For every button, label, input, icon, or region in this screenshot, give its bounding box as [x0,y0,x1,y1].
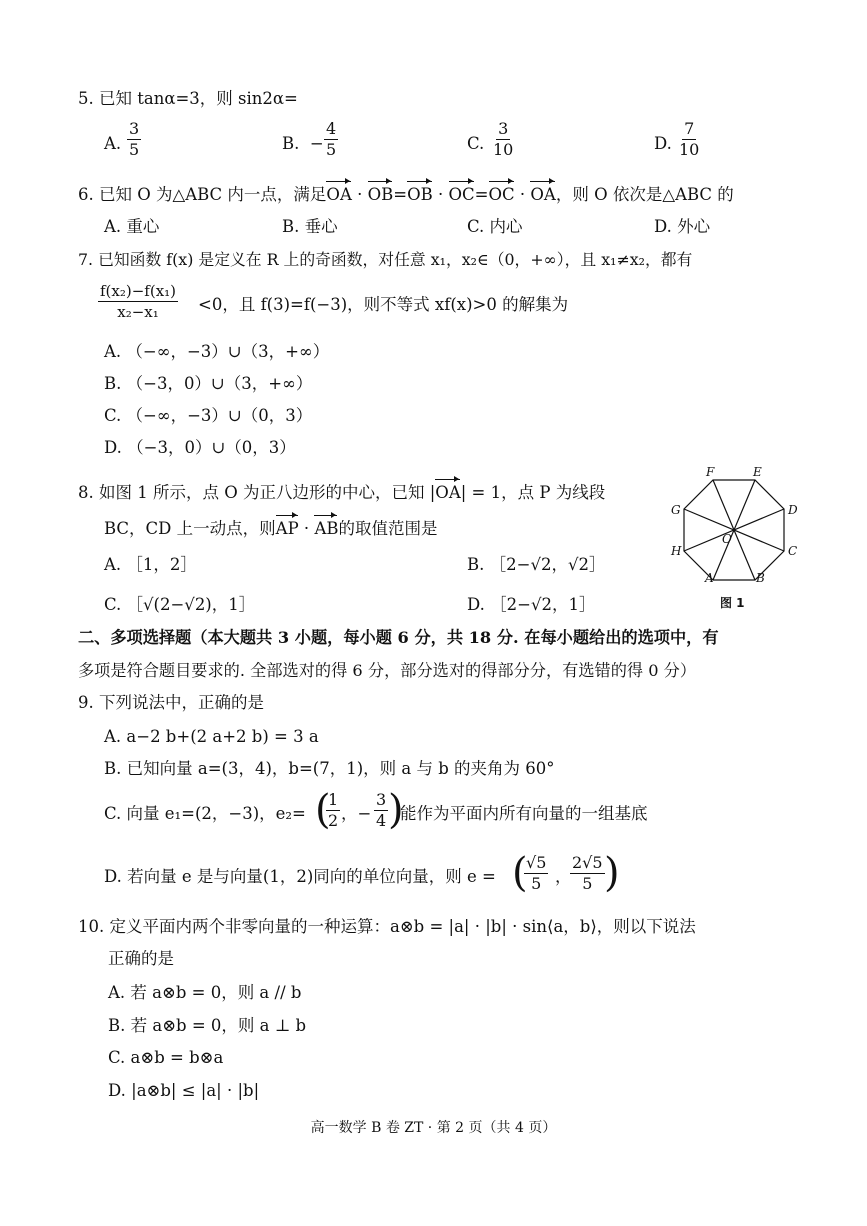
label-f: F [706,465,715,479]
q6-stem: 6. 已知 O 为△ABC 内一点，满足OA · OB=OB · OC=OC · OA，则 O 依次是△ABC 的 [78,185,734,204]
q9-stem: 9. 下列说法中，正确的是 [78,693,264,712]
q6-option-b: B. 垂心 [282,217,338,236]
q9-option-c-tail: 能作为平面内所有向量的一组基底 [400,804,648,823]
q6-option-d: D. 外心 [654,217,711,236]
label-a: A [705,571,714,585]
q8-option-c: C. ［√(2−√2)，1］ [104,595,256,614]
q7-option-a: A. （−∞，−3）∪（3，+∞） [104,342,330,361]
q9-c-close-paren: ) [388,787,404,833]
q10-option-b: B. 若 a⊗b = 0，则 a ⊥ b [108,1016,307,1035]
label-h: H [671,544,682,558]
q6-option-c: C. 内心 [467,217,523,236]
q9-c-fraction-2: $\frac{3}{4}$ [376,790,387,830]
section2-heading-line2: 多项是符合题目要求的. 全部选对的得 6 分，部分选对的得部分分，有选错的得 0 分） [78,661,697,680]
q5-stem: 5. 已知 tanα=3，则 sin2α= [78,89,298,108]
page-footer: 高一数学 B 卷 ZT · 第 2 页（共 4 页） [310,1120,557,1136]
q10-option-a: A. 若 a⊗b = 0，则 a // b [108,983,302,1002]
label-d: D [788,503,798,517]
q9-d-fraction-2: $\frac{2√5}{5}$ [572,853,603,893]
q5-option-c-fraction: $\frac{3}{10}$ [493,119,514,159]
label-g: G [671,503,681,517]
q9-d-open-paren: ( [512,850,528,896]
octagon-figure [668,462,808,612]
q9-d-comma: ， [555,867,572,886]
q7-stem-line2: <0，且 f(3)=f(−3)，则不等式 xf(x)>0 的解集为 [198,295,569,314]
q9-c-comma: ，− [341,804,372,823]
q9-d-fraction-1: $\frac{√5}{5}$ [526,853,547,893]
q9-option-a: A. a−2 b+(2 a+2 b) = 3 a [104,727,319,746]
q7-option-d: D. （−3，0）∪（0，3） [104,438,296,457]
q5-option-d-label: D. [654,134,672,153]
q5-option-b-fraction: $\frac{4}{5}$ [326,119,337,159]
q7-option-b: B. （−3，0）∪（3，+∞） [104,374,313,393]
q6-option-a: A. 重心 [104,217,160,236]
q5-option-c-label: C. [467,134,485,153]
q8-option-a: A. ［1，2］ [104,555,197,574]
q7-stem-line1: 7. 已知函数 f(x) 是定义在 R 上的奇函数，对任意 x₁，x₂∈（0，+∞），且 x₁≠x₂，都有 [78,250,693,269]
q10-option-d: D. |a⊗b| ≤ |a| · |b| [108,1081,260,1100]
figure-caption: 图 1 [720,596,745,610]
label-c: C [788,544,798,558]
q5-option-a-label: A. [104,134,122,153]
q9-c-fraction-1: $\frac{1}{2}$ [328,790,339,830]
q5-option-b-label: B. − [282,134,324,153]
q5-option-d-fraction: $\frac{7}{10}$ [679,119,700,159]
label-b: B [756,571,765,585]
label-e: E [753,465,762,479]
q5-option-a-fraction: $\frac{3}{5}$ [129,119,140,159]
q9-option-c: C. 向量 e₁=(2，−3)，e₂= [104,804,306,823]
q10-option-c: C. a⊗b = b⊗a [108,1048,224,1067]
q9-d-close-paren: ) [604,850,620,896]
q8-stem-line2: BC，CD 上一动点，则AP · AB的取值范围是 [104,519,438,538]
q8-option-b: B. ［2−√2，√2］ [467,555,606,574]
q9-option-c-vector: ( [315,787,331,833]
q7-fraction: $\frac{\text{f(x₂)−f(x₁)}}{\text{x₂−x₁}}$ [100,282,177,321]
q7-option-c: C. （−∞，−3）∪（0，3） [104,406,313,425]
q8-stem-line1: 8. 如图 1 所示，点 O 为正八边形的中心，已知 |OA| = 1，点 P 为线段 [78,483,606,502]
label-o: O [722,532,732,546]
q10-stem-line1: 10. 定义平面内两个非零向量的一种运算：a⊗b = |a| · |b| · sin⟨a，b⟩，则以下说法 [78,917,696,936]
section2-heading-line1: 二、多项选择题（本大题共 3 小题，每小题 6 分，共 18 分. 在每小题给出的选项中，有 [78,628,719,647]
q9-option-d: D. 若向量 e 是与向量(1，2)同向的单位向量，则 e = [104,867,496,886]
q8-option-d: D. ［2−√2，1］ [467,595,596,614]
q10-stem-line2: 正确的是 [108,949,174,968]
q9-option-b: B. 已知向量 a=(3，4)，b=(7，1)，则 a 与 b 的夹角为 60° [104,759,555,778]
